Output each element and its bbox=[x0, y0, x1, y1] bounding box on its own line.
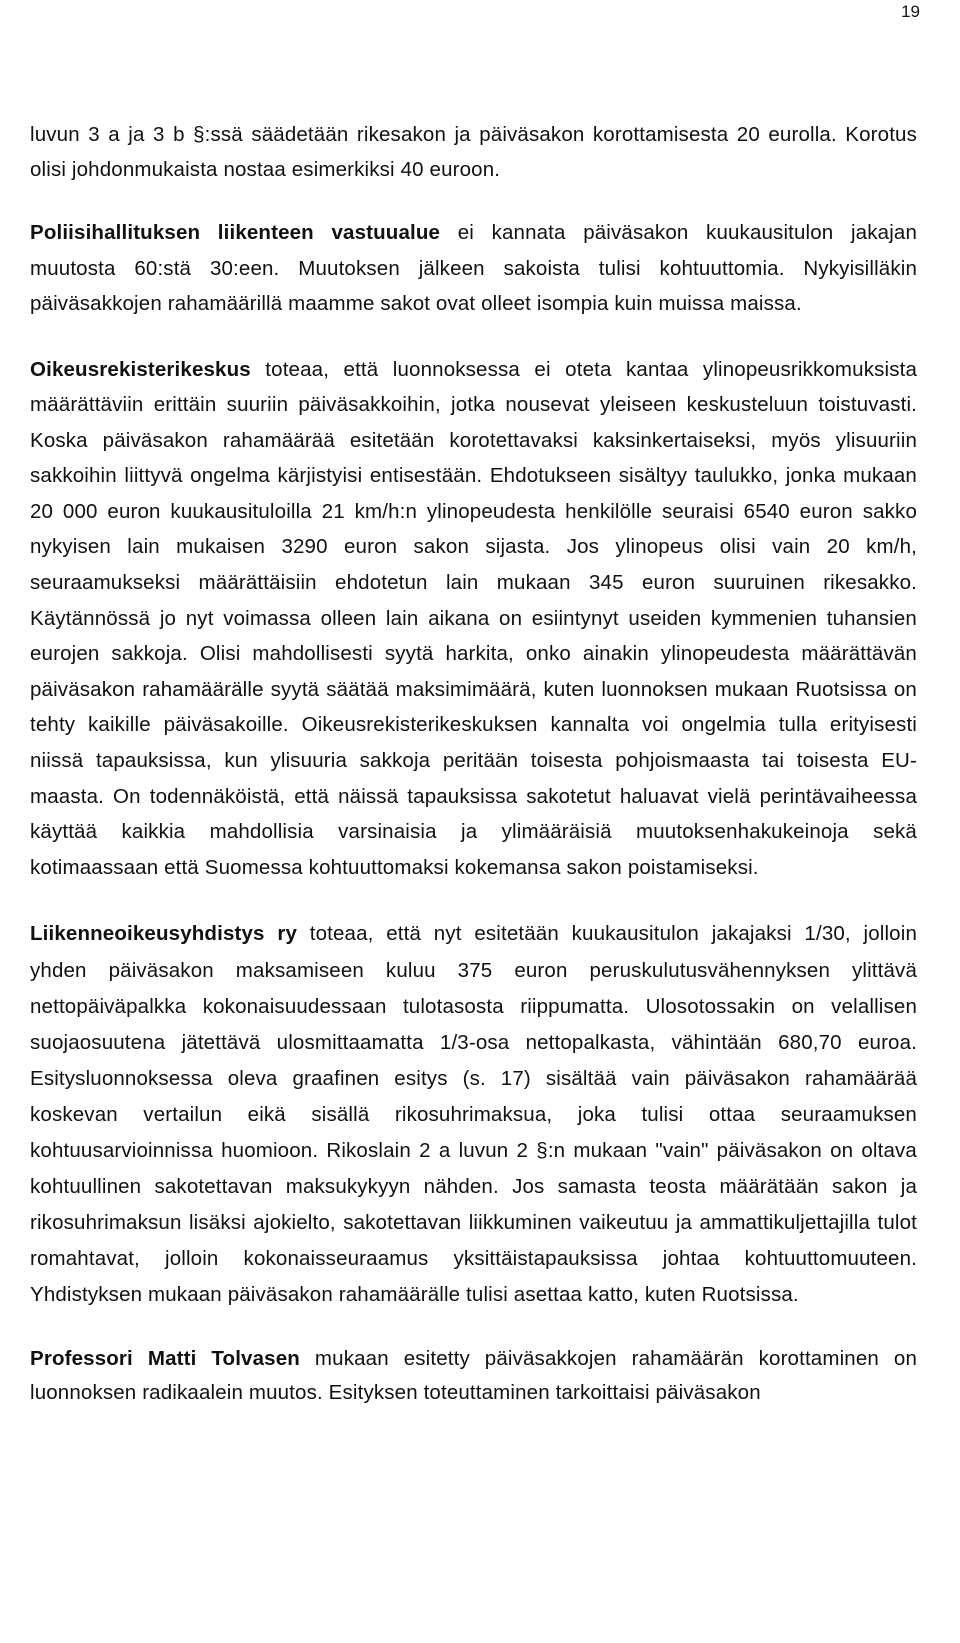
paragraph-penalty-increase bbox=[30, 117, 917, 187]
paragraph-text: toteaa, että nyt esitetään kuukausitulon jakajaksi 1/30, jolloin yhden päiväsakon maksamiseen kuluu 375 euron peruskulutusvähennyksen ylittävä nettopäiväpalkka kokonaisuudessaan tulotasosta riippumatta. Ulosotossakin on velallisen suojaosuutena jätettävä ulosmittaamatta 1/3-osa nettopalkasta, vähintään 680,70 euroa. Esitysluonnoksessa oleva graafinen esitys (s. 17) sisältää vain päiväsakon rahamäärää koskevan vertailun eikä sisällä rikosuhrimaksua, joka tulisi ottaa seuraamuksen kohtuusarvioinnissa huomioon. Rikoslain 2 a luvun 2 §:n mukaan "vain" päiväsakon on oltava kohtuullinen sakotettavan maksukykyyn nähden. Jos samasta teosta määrätään sakon ja rikosuhrimaksun lisäksi ajokielto, sakotettavan liikkuminen vaikeutuu ja ammattikuljettajilla tulot romahtavat, jolloin kokonaisseuraamus yksittäistapauksissa johtaa kohtuuttomuuteen. Yhdistyksen mukaan päiväsakon rahamäärälle tulisi asettaa katto, kuten Ruotsissa. bbox=[30, 922, 917, 1307]
paragraph-traffic-law-association bbox=[30, 916, 917, 1313]
paragraph-text: mukaan esitetty päiväsakkojen rahamäärän korottaminen on luonnoksen radikaalein muutos. Esityksen toteuttaminen tarkoittaisi päiväsakon bbox=[30, 1347, 917, 1405]
paragraph-lead: Oikeusrekisterikeskus bbox=[30, 357, 251, 381]
paragraph-police-board bbox=[30, 215, 917, 322]
paragraph-lead: Liikenneoikeusyhdistys ry bbox=[30, 922, 298, 946]
paragraph-text: luvun 3 a ja 3 b §:ssä säädetään rikesakon ja päiväsakon korottamisesta 20 eurolla. Korotus olisi johdonmukaista nostaa esimerkiksi 40 euroon. bbox=[30, 123, 917, 181]
paragraph-legal-register-centre bbox=[30, 352, 917, 886]
document-body bbox=[30, 117, 917, 1410]
paragraph-text: ei kannata päiväsakon kuukausitulon jakajan muutosta 60:stä 30:een. Muutoksen jälkeen sakoista tulisi kohtuuttomia. Nykyisilläkin päiväsakkojen rahamäärillä maamme sakot ovat olleet isompia kuin muissa maissa. bbox=[30, 221, 917, 315]
paragraph-lead: Professori Matti Tolvasen bbox=[30, 1347, 300, 1371]
paragraph-professor-tolvanen bbox=[30, 1342, 917, 1410]
page-number: 19 bbox=[901, 2, 920, 21]
paragraph-text: toteaa, että luonnoksessa ei oteta kantaa ylinopeusrikkomuksista määrättäviin erittäin suuriin päiväsakkoihin, jotka nousevat yleiseen keskusteluun toistuvasti. Koska päiväsakon rahamäärää esitetään korotettavaksi kaksinkertaiseksi, myös ylisuuriin sakkoihin liittyvä ongelma kärjistyisi entisestään. Ehdotukseen sisältyy taulukko, jonka mukaan 20 000 euron kuukausituloilla 21 km/h:n ylinopeudesta henkilölle seuraisi 6540 euron sakko nykyisen lain mukaisen 3290 euron sakon sijasta. Jos ylinopeus olisi vain 20 km/h, seuraamukseksi määrättäisiin ehdotetun lain mukaan 345 euron suuruinen rikesakko. Käytännössä jo nyt voimassa olleen lain aikana on esiintynyt useiden kymmenien tuhansien eurojen sakkoja. Olisi mahdollisesti syytä harkita, onko ainakin ylinopeudesta määrättävän päiväsakon rahamäärälle syytä säätää maksimimäärä, kuten luonnoksen mukaan Ruotsissa on tehty kaikille päiväsakoille. Oikeusrekisterikeskuksen kannalta voi ongelmia tulla erityisesti niissä tapauksissa, kun ylisuuria sakkoja peritään toisesta pohjoismaasta tai toisesta EU-maasta. On todennäköistä, että näissä tapauksissa sakotetut haluavat vielä perintävaiheessa käyttää kaikkia mahdollisia varsinaisia ja ylimääräisiä muutoksenhakukeinoja sekä kotimaassaan että Suomessa kohtuuttomaksi kokemansa sakon poistamiseksi. bbox=[30, 357, 917, 879]
paragraph-lead: Poliisihallituksen liikenteen vastuualue bbox=[30, 221, 441, 244]
